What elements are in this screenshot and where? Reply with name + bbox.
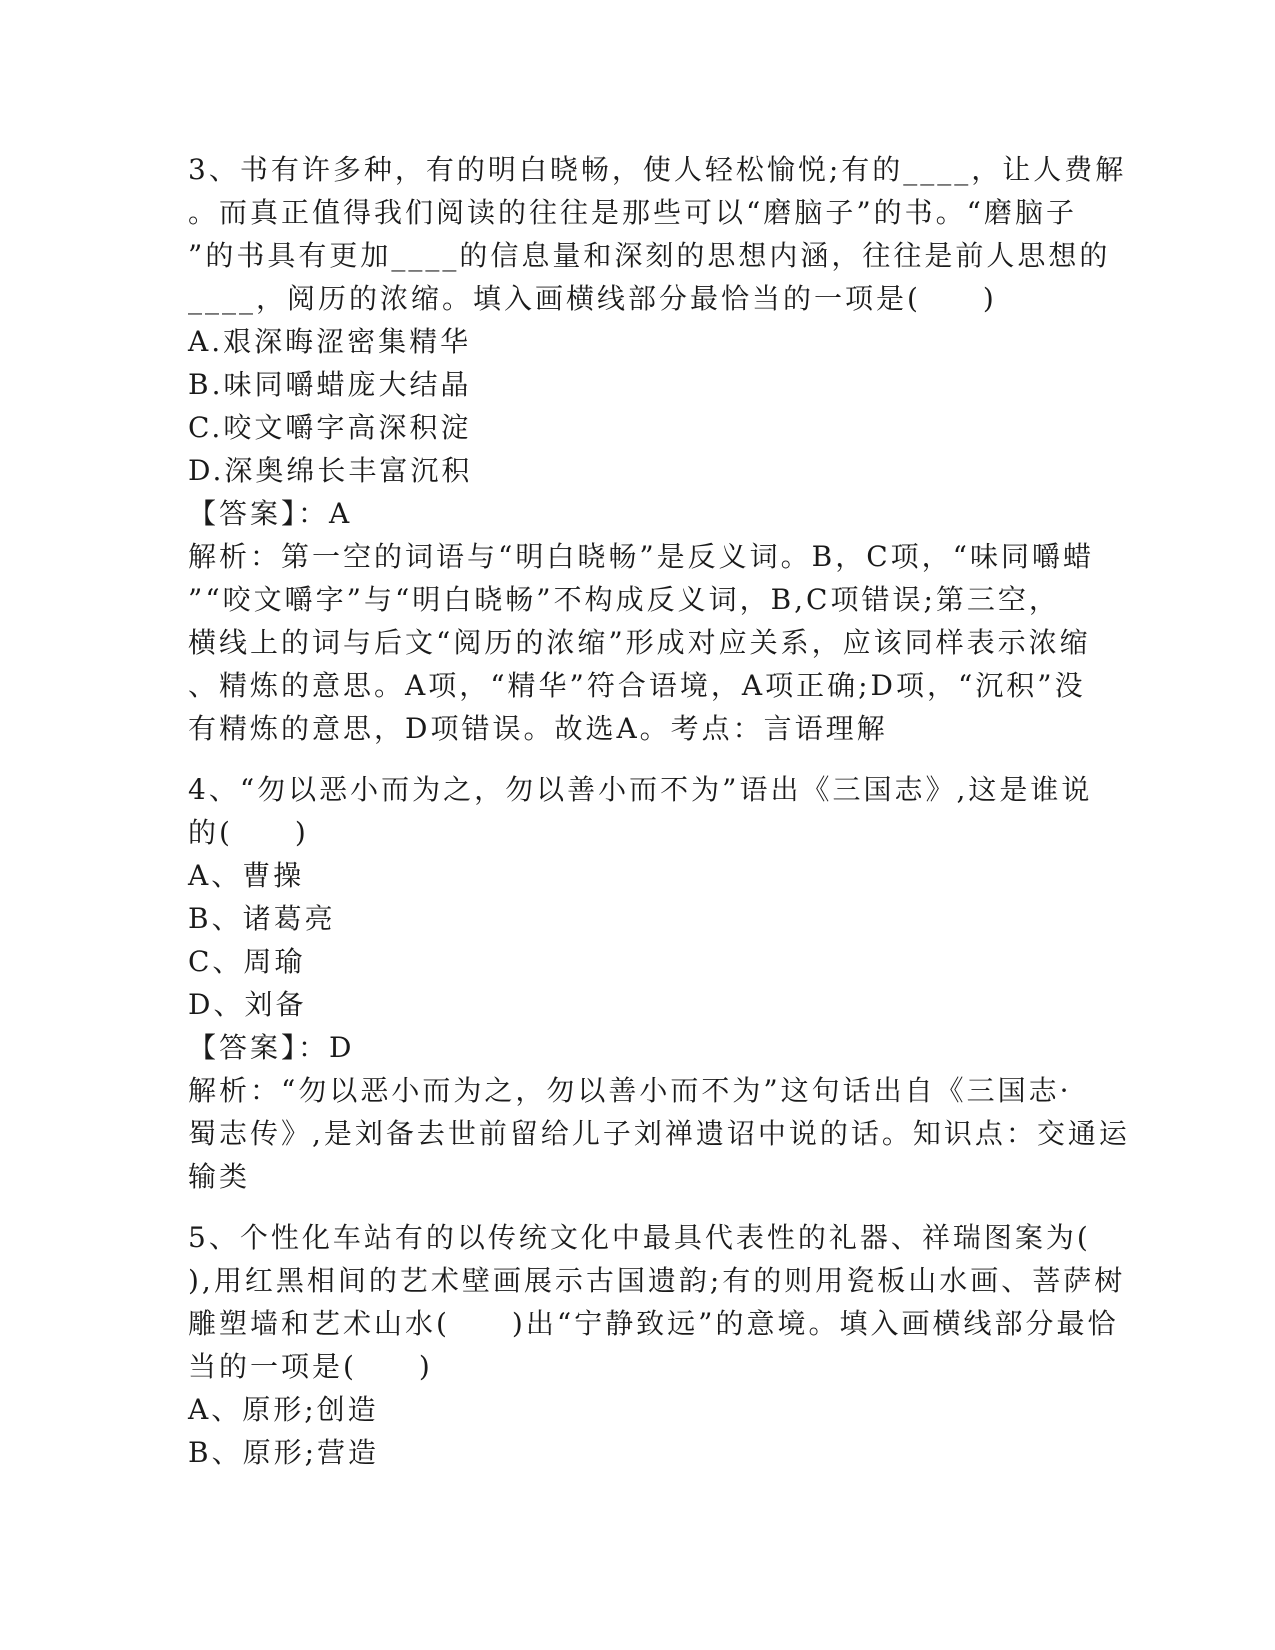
question-5 bbox=[188, 1216, 1126, 1474]
analysis-line: 有精炼的意思，D项错误。故选A。考点：言语理解 bbox=[188, 712, 888, 745]
analysis-line: 、精炼的意思。A项，“精华”符合语境，A项正确;D项，“沉积”没 bbox=[188, 669, 1086, 702]
question-stem-line: ____，阅历的浓缩。填入画横线部分最恰当的一项是( ) bbox=[188, 282, 997, 315]
question-stem-line: 3、书有许多种，有的明白晓畅，使人轻松愉悦;有的____，让人费解 bbox=[188, 153, 1127, 186]
answer: 【答案】：A bbox=[188, 497, 353, 530]
option-d: D.深奥绵长丰富沉积 bbox=[188, 454, 473, 487]
analysis-line: 解析：“勿以恶小而为之，勿以善小而不为”这句话出自《三国志· bbox=[188, 1074, 1072, 1107]
question-stem-line: 雕塑墙和艺术山水( )出“宁静致远”的意境。填入画横线部分最恰 bbox=[188, 1307, 1119, 1340]
question-stem-line: 当的一项是( ) bbox=[188, 1350, 433, 1383]
analysis-line: 蜀志传》,是刘备去世前留给儿子刘禅遗诏中说的话。知识点：交通运 bbox=[188, 1117, 1130, 1150]
option-d: D、刘备 bbox=[188, 988, 307, 1021]
option-c: C、周瑜 bbox=[188, 945, 306, 978]
option-a: A.艰深晦涩密集精华 bbox=[188, 325, 472, 358]
question-stem-line: 。而真正值得我们阅读的往往是那些可以“磨脑子”的书。“磨脑子 bbox=[188, 196, 1077, 229]
option-c: C.咬文嚼字高深积淀 bbox=[188, 411, 472, 444]
analysis-line: ”“咬文嚼字”与“明白晓畅”不构成反义词，B,C项错误;第三空， bbox=[188, 583, 1060, 616]
question-stem-line: 4、“勿以恶小而为之，勿以善小而不为”语出《三国志》,这是谁说 bbox=[188, 773, 1093, 806]
question-stem-line: 5、个性化车站有的以传统文化中最具代表性的礼器、祥瑞图案为( bbox=[188, 1221, 1091, 1254]
analysis-line: 输类 bbox=[188, 1160, 251, 1193]
question-stem-line: ”的书具有更加____的信息量和深刻的思想内涵，往往是前人思想的 bbox=[188, 239, 1111, 272]
answer: 【答案】：D bbox=[188, 1031, 355, 1064]
spacer bbox=[188, 1198, 1088, 1216]
spacer bbox=[188, 750, 1088, 768]
option-a: A、原形;创造 bbox=[188, 1393, 379, 1426]
question-stem-line: 的( ) bbox=[188, 816, 309, 849]
option-a: A、曹操 bbox=[188, 859, 305, 892]
option-b: B.味同嚼蜡庞大结晶 bbox=[188, 368, 472, 401]
analysis-line: 解析：第一空的词语与“明白晓畅”是反义词。B，C项，“味同嚼蜡 bbox=[188, 540, 1094, 573]
analysis-line: 横线上的词与后文“阅历的浓缩”形成对应关系，应该同样表示浓缩 bbox=[188, 626, 1091, 659]
question-stem-line: ),用红黑相间的艺术壁画展示古国遗韵;有的则用瓷板山水画、菩萨树 bbox=[188, 1264, 1126, 1297]
question-4 bbox=[188, 768, 1130, 1198]
option-b: B、诸葛亮 bbox=[188, 902, 336, 935]
question-3 bbox=[188, 148, 1127, 750]
document-page bbox=[188, 148, 1130, 1474]
option-b: B、原形;营造 bbox=[188, 1436, 380, 1469]
